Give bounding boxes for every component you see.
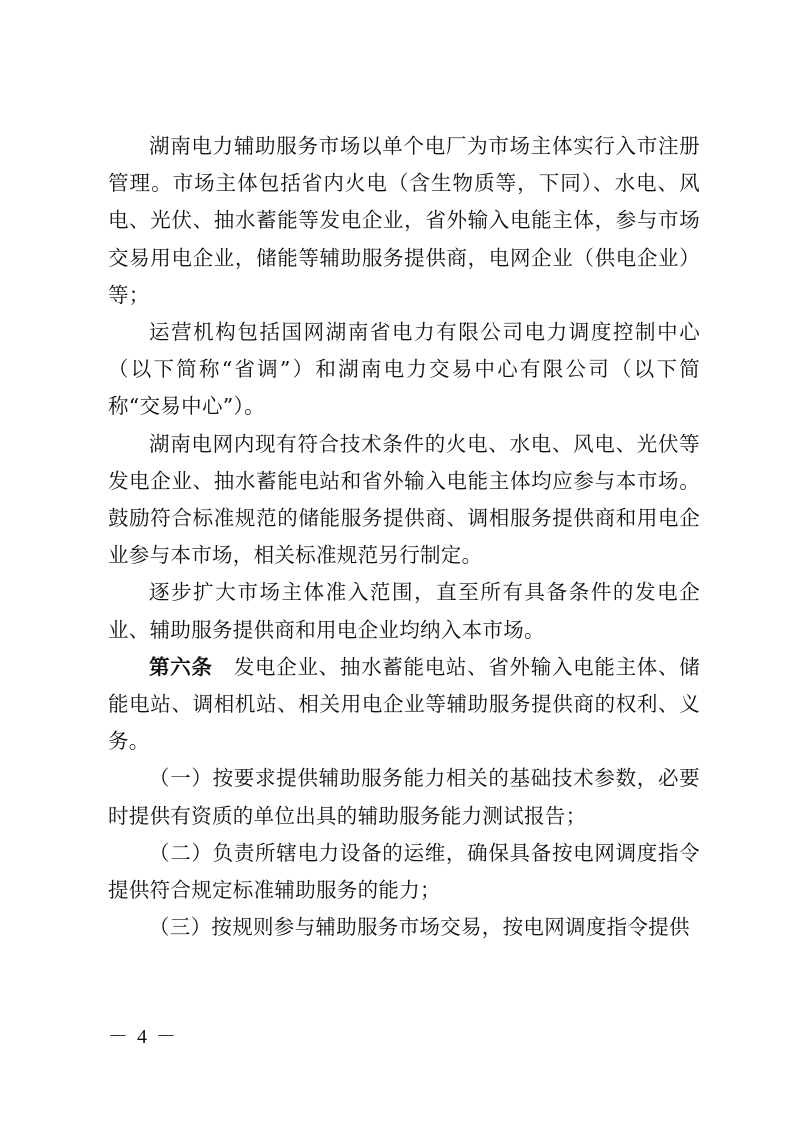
paragraph-1	[108, 128, 700, 314]
item-3	[108, 909, 700, 946]
item-1-text: （一）按要求提供辅助服务能力相关的基础技术参数，必要时提供有资质的单位出具的辅助服务能力测试报告；	[108, 766, 700, 828]
document-body	[108, 128, 700, 946]
paragraph-4-text: 逐步扩大市场主体准入范围，直至所有具备条件的发电企业、辅助服务提供商和用电企业均纳入本市场。	[108, 580, 700, 642]
paragraph-4	[108, 574, 700, 648]
paragraph-2-text: 运营机构包括国网湖南省电力有限公司电力调度控制中心（以下简称“省调”）和湖南电力交易中心有限公司（以下简称“交易中心”）。	[108, 320, 700, 419]
article-6-text: 发电企业、抽水蓄能电站、省外输入电能主体、储能电站、调相机站、相关用电企业等辅助服务提供商的权利、义务。	[108, 654, 700, 754]
paragraph-1-text: 湖南电力辅助服务市场以单个电厂为市场主体实行入市注册管理。市场主体包括省内火电（含生物质等，下同）、水电、风电、光伏、抽水蓄能等发电企业，省外输入电能主体，参与市场交易用电企业，储能等辅助服务提供商，电网企业（供电企业）等；	[108, 134, 700, 307]
item-2-text: （二）负责所辖电力设备的运维，确保具备按电网调度指令提供符合规定标准辅助服务的能力；	[108, 840, 700, 903]
paragraph-3	[108, 426, 700, 575]
article-6	[108, 649, 700, 761]
item-3-text: （三）按规则参与辅助服务市场交易，按电网调度指令提供	[149, 915, 690, 940]
paragraph-2	[108, 314, 700, 426]
article-6-heading: 第六条	[149, 654, 213, 679]
item-1	[108, 760, 700, 834]
paragraph-3-text: 湖南电网内现有符合技术条件的火电、水电、风电、光伏等发电企业、抽水蓄能电站和省外输入电能主体均应参与本市场。鼓励符合标准规范的储能服务提供商、调相服务提供商和用电企业参与本市场，相关标准规范另行制定。	[108, 431, 700, 568]
item-2	[108, 835, 700, 909]
page-number: － 4 －	[108, 1026, 178, 1048]
